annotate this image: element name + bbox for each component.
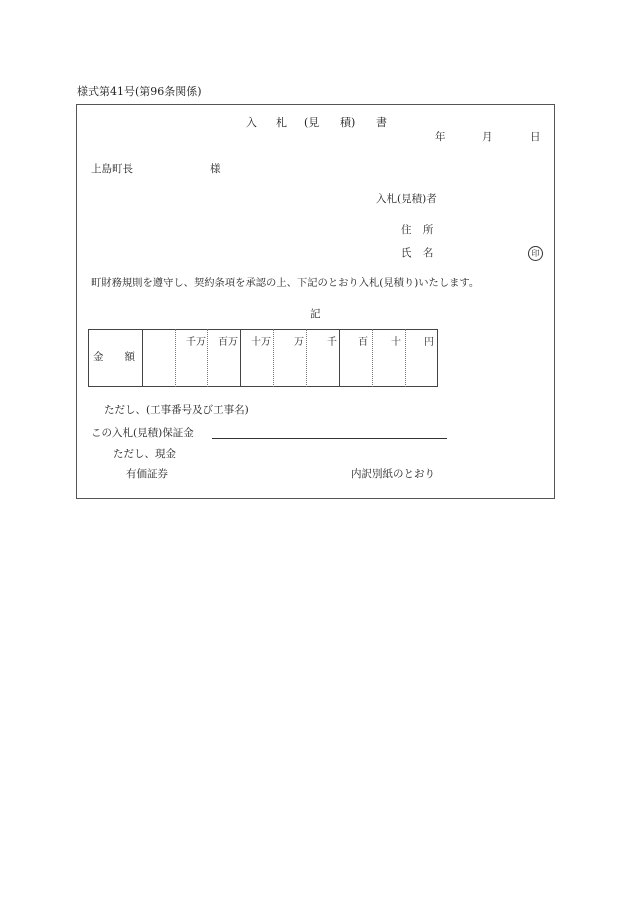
digit-unit[interactable]: 十	[391, 337, 401, 348]
digit-unit[interactable]: 百	[358, 337, 368, 348]
bidder-label: 入札(見積)者	[376, 193, 437, 205]
digit-unit[interactable]: 千万	[186, 337, 206, 348]
title-char-2: 札	[276, 116, 287, 129]
form-number: 様式第41号(第96条関係)	[77, 85, 202, 98]
ki-label: 記	[310, 308, 321, 320]
digit-unit[interactable]: 十万	[251, 337, 271, 348]
digit-divider	[207, 329, 208, 387]
proviso-work: ただし、(工事番号及び工事名)	[104, 404, 249, 416]
statement: 町財務規則を遵守し、契約条項を承認の上、下記のとおり入札(見積り)いたします。	[91, 277, 480, 289]
date-month: 月	[482, 131, 493, 143]
proviso-cash: ただし、現金	[113, 448, 176, 460]
recipient-honorific: 様	[210, 163, 221, 175]
digit-unit[interactable]: 百万	[218, 337, 238, 348]
securities-label: 有価証券	[126, 468, 168, 480]
deposit-label: この入札(見積)保証金	[91, 427, 194, 439]
digit-unit[interactable]: 万	[294, 337, 304, 348]
digit-divider	[405, 329, 406, 387]
recipient-name: 上島町長	[91, 163, 133, 175]
title-char-3: (見	[304, 116, 320, 129]
name-label: 氏 名	[401, 247, 434, 259]
date-year: 年	[435, 131, 446, 143]
digit-divider	[273, 329, 274, 387]
digit-divider	[372, 329, 373, 387]
title-char-1: 入	[246, 116, 257, 129]
title-char-5: 書	[376, 116, 387, 129]
amount-label: 金 額	[93, 351, 135, 363]
breakdown-label: 内訳別紙のとおり	[351, 468, 435, 480]
digit-divider	[306, 329, 307, 387]
deposit-field[interactable]	[212, 438, 447, 439]
form-frame	[76, 104, 555, 499]
digit-unit[interactable]: 円	[424, 337, 434, 348]
seal-icon: 印	[528, 246, 543, 261]
address-label: 住 所	[401, 224, 434, 236]
amount-separator	[142, 329, 143, 387]
digit-divider	[175, 329, 176, 387]
digit-divider	[240, 329, 241, 387]
date-day: 日	[530, 131, 541, 143]
title-char-4: 積)	[340, 116, 356, 129]
digit-unit[interactable]: 千	[327, 337, 337, 348]
digit-divider	[339, 329, 340, 387]
